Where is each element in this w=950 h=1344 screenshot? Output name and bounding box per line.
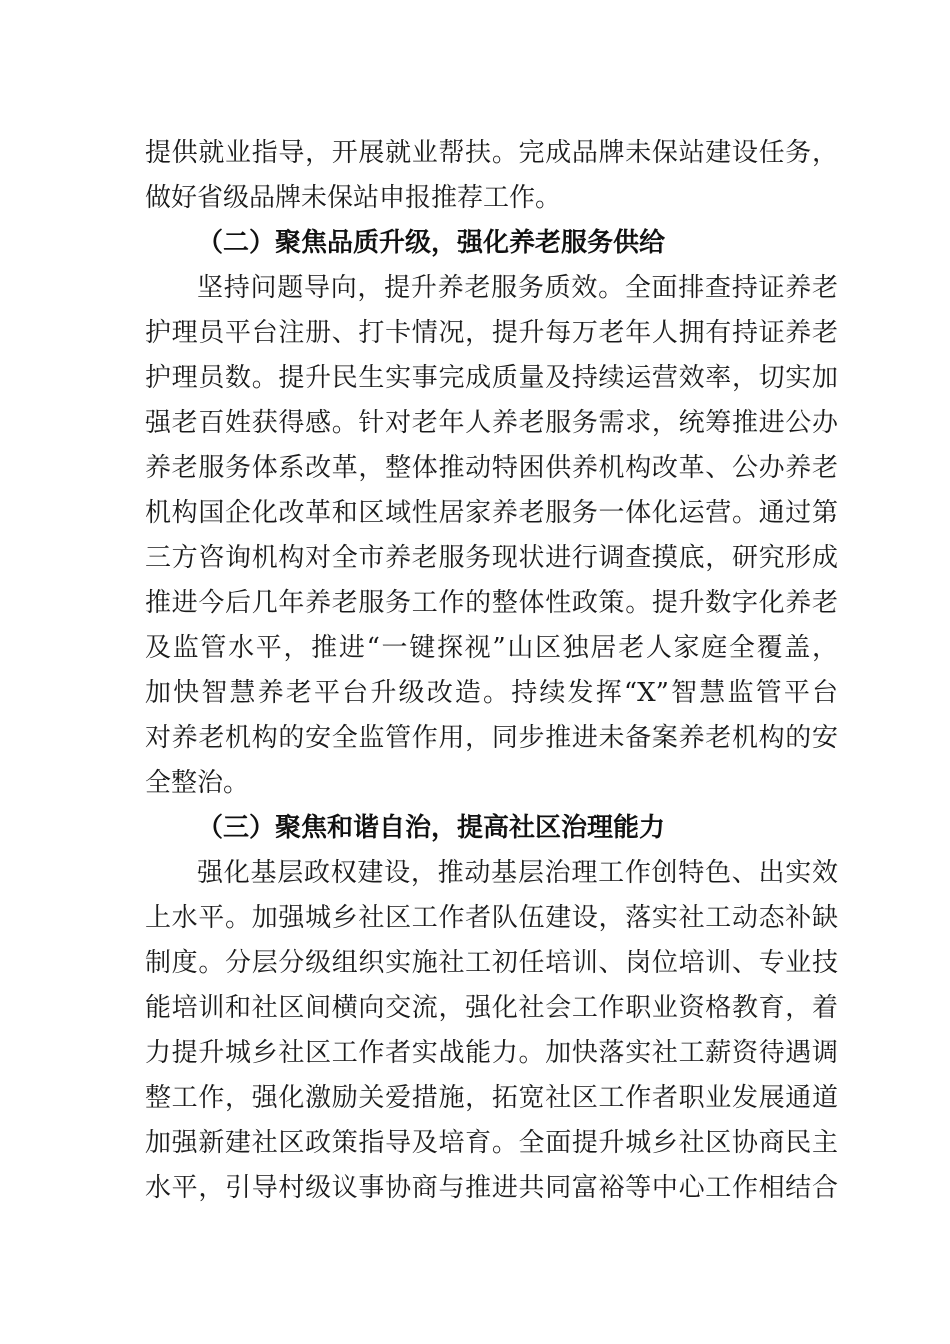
text-line: 全整治。: [145, 768, 250, 798]
text-line: 护理员数。提升民生实事完成质量及持续运营效率，切实加: [145, 363, 838, 393]
text-line: 做好省级品牌未保站申报推荐工作。: [145, 183, 562, 213]
text-line: 提供就业指导，开展就业帮扶。完成品牌未保站建设任务，: [145, 138, 838, 168]
text-line: 推进今后几年养老服务工作的整体性政策。提升数字化养老: [145, 588, 838, 618]
text-line: 制度。分层分级组织实施社工初任培训、岗位培训、专业技: [145, 948, 838, 978]
text-line: 加强新建社区政策指导及培育。全面提升城乡社区协商民主: [145, 1128, 838, 1158]
section-heading: （三）聚焦和谐自治，提高社区治理能力: [197, 813, 666, 843]
text-line: 对养老机构的安全监管作用，同步推进未备案养老机构的安: [145, 723, 838, 753]
text-line: 力提升城乡社区工作者实战能力。加快落实社工薪资待遇调: [145, 1038, 838, 1068]
text-line: 上水平。加强城乡社区工作者队伍建设，落实社工动态补缺: [145, 903, 838, 933]
text-line: 护理员平台注册、打卡情况，提升每万老年人拥有持证养老: [145, 318, 838, 348]
text-line: 养老服务体系改革，整体推动特困供养机构改革、公办养老: [145, 453, 838, 483]
text-line: 机构国企化改革和区域性居家养老服务一体化运营。通过第: [145, 498, 838, 528]
text-line: 水平，引导村级议事协商与推进共同富裕等中心工作相结合: [145, 1173, 838, 1203]
text-line: 坚持问题导向，提升养老服务质效。全面排查持证养老: [197, 273, 838, 303]
text-line: 强老百姓获得感。针对老年人养老服务需求，统筹推进公办: [145, 408, 838, 438]
text-line: 三方咨询机构对全市养老服务现状进行调查摸底，研究形成: [145, 543, 838, 573]
text-line: 及监管水平，推进“一键探视”山区独居老人家庭全覆盖，: [145, 633, 838, 663]
document-content: [145, 131, 838, 1211]
text-line: 加快智慧养老平台升级改造。持续发挥“X”智慧监管平台: [145, 678, 838, 708]
text-line: 强化基层政权建设，推动基层治理工作创特色、出实效: [197, 858, 838, 888]
text-line: 整工作，强化激励关爱措施，拓宽社区工作者职业发展通道: [145, 1083, 838, 1113]
text-line: 能培训和社区间横向交流，强化社会工作职业资格教育，着: [145, 993, 838, 1023]
section-heading: （二）聚焦品质升级，强化养老服务供给: [197, 228, 666, 258]
